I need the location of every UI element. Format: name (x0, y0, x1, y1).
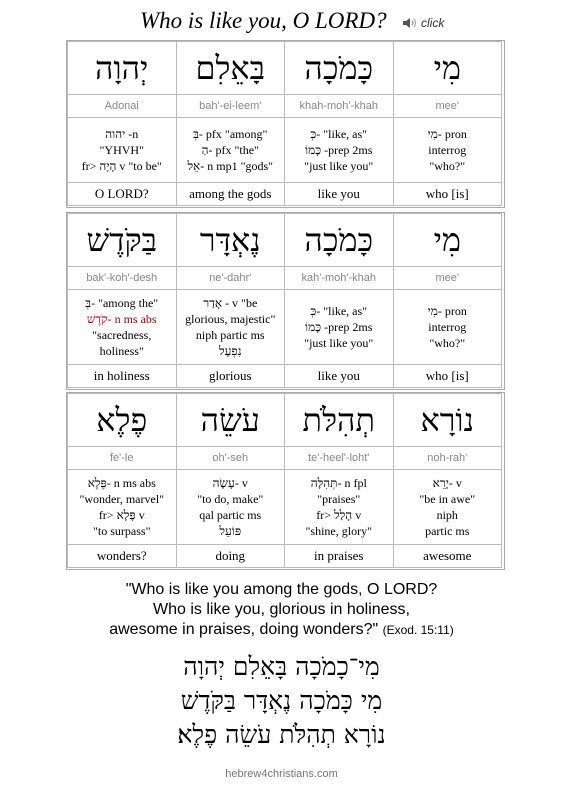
hebrew-word: מִי (393, 42, 502, 95)
grammar-line: כָּמוֹ -prep 2ms (305, 143, 373, 157)
hebrew-word: כָּמֹכָה (285, 42, 394, 95)
grammar-line: תְּהִלָּה- n fpl (310, 476, 367, 490)
grammar-line: כְּ- "like, as" (310, 304, 368, 318)
grammar-line: "who?" (429, 336, 466, 350)
english-quote (0, 580, 563, 640)
grammar-line: "who?" (429, 159, 466, 173)
grammar-line: קֹדֶשׁ- n ms abs (86, 312, 157, 326)
transliteration: ne'-dahr' (176, 267, 285, 290)
grammar-note (176, 118, 285, 183)
grammar-note (68, 470, 177, 545)
grammar-line: כְּ- "like, as" (310, 127, 368, 141)
hebrew-word: מִי (393, 214, 502, 267)
english-gloss: O LORD? (68, 183, 177, 206)
site-credit: hebrew4christians.com (225, 768, 338, 780)
grammar-line: אֵל- n mp1 "gods" (187, 159, 274, 173)
grammar-line: niph (436, 508, 458, 522)
grammar-line: "be in awe" (419, 492, 476, 506)
grammar-line: "YHVH" (99, 143, 144, 157)
english-gloss: like you (285, 183, 394, 206)
grammar-line: "to surpass" (93, 524, 151, 538)
transliteration: khah-moh'-khah (285, 95, 394, 118)
transliteration: mee' (393, 95, 502, 118)
quote-line: "Who is like you among the gods, O LORD? (125, 581, 438, 598)
grammar-line: qal partic ms (199, 508, 262, 522)
english-gloss: doing (176, 545, 285, 568)
quote-line: Who is like you, glorious in holiness, (152, 601, 410, 618)
english-gloss: who [is] (393, 183, 502, 206)
grammar-line: יהוה -n (105, 127, 139, 141)
hebrew-word: פֶלֶא (68, 394, 177, 447)
grammar-line: "wonder, marvel" (79, 492, 165, 506)
grammar-line: interrog (428, 320, 467, 334)
grammar-note (68, 290, 177, 365)
title-row (0, 6, 563, 40)
grammar-line: "to do, make" (197, 492, 264, 506)
grammar-line: fr> הָיָה v "to be" (81, 159, 162, 173)
grammar-line: פּוֹעֵל (219, 524, 242, 538)
grammar-line: מִי- pron (427, 127, 467, 141)
grammar-line: עָשָׂה- v (212, 476, 248, 490)
english-gloss: in praises (285, 545, 394, 568)
grammar-note (285, 118, 394, 183)
grammar-line: fr> הָלַל v (316, 508, 362, 522)
hebrew-word: יְהוָה (68, 42, 177, 95)
transliteration: te'-heel'-loht' (285, 447, 394, 470)
speaker-icon (402, 17, 418, 29)
hebrew-verse-line: מִי כָּמֹכָה נֶאְדָּר בַּקֹּדֶשׁ (180, 686, 383, 715)
transliteration: bah'-ei-leem' (176, 95, 285, 118)
grammar-line: נִפְעָל (218, 344, 242, 358)
grammar-line: partic ms (425, 524, 470, 538)
grammar-note (176, 290, 285, 365)
english-gloss: in holiness (68, 365, 177, 388)
english-gloss: like you (285, 365, 394, 388)
grammar-line: מִי- pron (427, 304, 467, 318)
grammar-line: "praises" (317, 492, 361, 506)
scripture-reference: (Exod. 15:11) (382, 623, 454, 637)
hebrew-verse-line: נוֹרָא תְהִלֹּת עֹשֵׂה פֶלֶא׃ (177, 720, 386, 749)
english-gloss: wonders? (68, 545, 177, 568)
transliteration: bak'-koh'-desh (68, 267, 177, 290)
grammar-line: fr> פָּלָא v (98, 508, 145, 522)
quote-line-last (0, 620, 563, 640)
grammar-line: הַ- pfx "the" (201, 143, 259, 157)
english-gloss: among the gods (176, 183, 285, 206)
transliteration: Adonai (68, 95, 177, 118)
hebrew-verse-line: מִי־כָמֹכָה בָּאֵלִם יְהוָה (183, 652, 380, 681)
grammar-line: כָּמוֹ -prep 2ms (305, 320, 373, 334)
grammar-line: אָדַר - v "be (203, 296, 258, 310)
hebrew-word: נֶאְדָּר (176, 214, 285, 267)
quote-line: awesome in praises, doing wonders?" (109, 621, 379, 638)
transliteration: oh'-seh (176, 447, 285, 470)
word-block-3 (67, 393, 502, 568)
hebrew-word: בָּאֵלִם (176, 42, 285, 95)
grammar-note (393, 118, 502, 183)
audio-click-label: click (421, 16, 445, 30)
grammar-note (176, 470, 285, 545)
hebrew-word: תְהִלֹּת (285, 394, 394, 447)
grammar-note (285, 290, 394, 365)
grammar-line: "just like you" (304, 336, 374, 350)
english-gloss: who [is] (393, 365, 502, 388)
audio-play-button[interactable] (402, 16, 444, 30)
grammar-line: פֶּלֶא- n ms abs (87, 476, 156, 490)
grammar-note (68, 118, 177, 183)
grammar-note (393, 470, 502, 545)
english-gloss: glorious (176, 365, 285, 388)
grammar-line: "sacredness, (92, 328, 152, 342)
grammar-line: glorious, majestic" (185, 312, 276, 326)
grammar-line: "just like you" (304, 159, 374, 173)
grammar-line: niph partic ms (195, 328, 265, 342)
transliteration: noh-rah' (393, 447, 502, 470)
grammar-line: בְּ- "among the" (85, 296, 159, 310)
hebrew-word: כָּמֹכָה (285, 214, 394, 267)
grammar-line: interrog (428, 143, 467, 157)
transliteration: mee' (393, 267, 502, 290)
grammar-line: יָרֵא- v (432, 476, 462, 490)
transliteration: kah'-moh'-khah (285, 267, 394, 290)
english-gloss: awesome (393, 545, 502, 568)
page-title: Who is like you, O LORD? (140, 8, 387, 33)
transliteration: fe'-le (68, 447, 177, 470)
word-block-1 (67, 41, 502, 206)
grammar-line: holiness" (99, 344, 144, 358)
grammar-line: "shine, glory" (305, 524, 372, 538)
hebrew-word: נוֹרָא (393, 394, 502, 447)
hebrew-verse (0, 650, 563, 752)
hebrew-word: עֹשֵׂה (176, 394, 285, 447)
word-block-2 (67, 213, 502, 388)
grammar-note (285, 470, 394, 545)
grammar-note (393, 290, 502, 365)
grammar-line: בְּ- pfx "among" (193, 127, 268, 141)
hebrew-word: בַּקֹּדֶשׁ (68, 214, 177, 267)
